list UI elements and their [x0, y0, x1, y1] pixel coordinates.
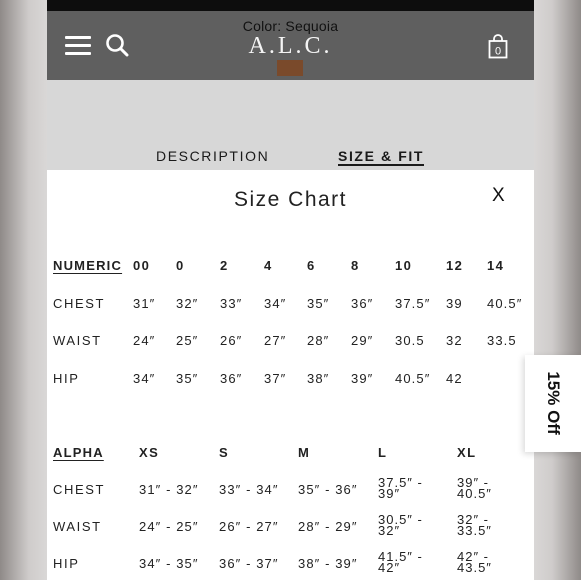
tab-size-and-fit[interactable]: SIZE & FIT: [338, 148, 424, 164]
column-header: 0: [176, 258, 185, 273]
table-cell: 41.5″ - 42″: [378, 549, 423, 575]
column-header: 2: [220, 258, 229, 273]
table-cell: 34″: [264, 296, 287, 311]
table-cell: 36″ - 37″: [219, 556, 279, 571]
tab-description[interactable]: DESCRIPTION: [156, 148, 270, 164]
table-cell: 42″ - 43.5″: [457, 549, 492, 575]
table-cell: 39″: [351, 371, 374, 386]
table-cell: 37.5″: [395, 296, 431, 311]
column-header: XL: [457, 445, 477, 460]
brand-logo[interactable]: A.L.C.: [248, 33, 333, 59]
table-cell: 34″ - 35″: [139, 556, 199, 571]
table-cell: 30.5: [395, 333, 425, 348]
table-cell: 24″ - 25″: [139, 519, 199, 534]
selected-color-label: Color: Sequoia: [242, 18, 339, 34]
row-label: WAIST: [53, 333, 102, 348]
column-header: 8: [351, 258, 360, 273]
table-cell: 38″: [307, 371, 330, 386]
table-cell: 34″: [133, 371, 156, 386]
numeric-table-title: NUMERIC: [53, 258, 123, 273]
table-cell: 35″ - 36″: [298, 482, 358, 497]
column-header: 6: [307, 258, 316, 273]
table-cell: 28″ - 29″: [298, 519, 358, 534]
table-cell: 39″ - 40.5″: [457, 475, 492, 501]
table-cell: 36″: [220, 371, 243, 386]
column-header: 12: [446, 258, 464, 273]
column-header: 10: [395, 258, 413, 273]
table-cell: 27″: [264, 333, 287, 348]
column-header: 00: [133, 258, 151, 273]
table-cell: 35″: [307, 296, 330, 311]
table-cell: 28″: [307, 333, 330, 348]
table-cell: 37″: [264, 371, 287, 386]
table-cell: 25″: [176, 333, 199, 348]
column-header: M: [298, 445, 311, 460]
table-cell: 39: [446, 296, 463, 311]
column-header: L: [378, 445, 388, 460]
shopping-bag-icon[interactable]: [488, 35, 508, 59]
site-header: [47, 11, 534, 80]
product-info-area: [47, 80, 534, 170]
close-button[interactable]: X: [492, 185, 505, 206]
table-cell: 26″: [220, 333, 243, 348]
table-cell: 32″ - 33.5″: [457, 512, 492, 538]
table-cell: 31″: [133, 296, 156, 311]
table-cell: 36″: [351, 296, 374, 311]
table-cell: 33″: [220, 296, 243, 311]
table-cell: 29″: [351, 333, 374, 348]
table-cell: 38″ - 39″: [298, 556, 358, 571]
table-cell: 30.5″ - 32″: [378, 512, 423, 538]
cart-count: 0: [494, 45, 502, 58]
table-cell: 42: [446, 371, 463, 386]
table-cell: 40.5″: [487, 296, 523, 311]
row-label: CHEST: [53, 296, 106, 311]
table-cell: 40.5″: [395, 371, 431, 386]
size-chart-title: Size Chart: [233, 188, 348, 211]
discount-promo-tab[interactable]: [525, 355, 581, 452]
alpha-table-title: ALPHA: [53, 445, 104, 460]
column-header: S: [219, 445, 230, 460]
promo-label: 15% Off: [544, 371, 563, 435]
announcement-bar: [47, 0, 534, 11]
phone-screen: [47, 0, 563, 580]
table-cell: 35″: [176, 371, 199, 386]
table-cell: 33″ - 34″: [219, 482, 279, 497]
color-swatch[interactable]: [277, 60, 303, 76]
table-cell: 32″: [176, 296, 199, 311]
column-header: 4: [264, 258, 273, 273]
table-cell: 37.5″ - 39″: [378, 475, 423, 501]
row-label: HIP: [53, 371, 80, 386]
table-cell: 24″: [133, 333, 156, 348]
row-label: CHEST: [53, 482, 106, 497]
row-label: HIP: [53, 556, 80, 571]
column-header: 14: [487, 258, 505, 273]
table-cell: 32: [446, 333, 463, 348]
table-cell: 33.5: [487, 333, 517, 348]
column-header: XS: [139, 445, 160, 460]
row-label: WAIST: [53, 519, 102, 534]
table-cell: 26″ - 27″: [219, 519, 279, 534]
table-cell: 31″ - 32″: [139, 482, 199, 497]
